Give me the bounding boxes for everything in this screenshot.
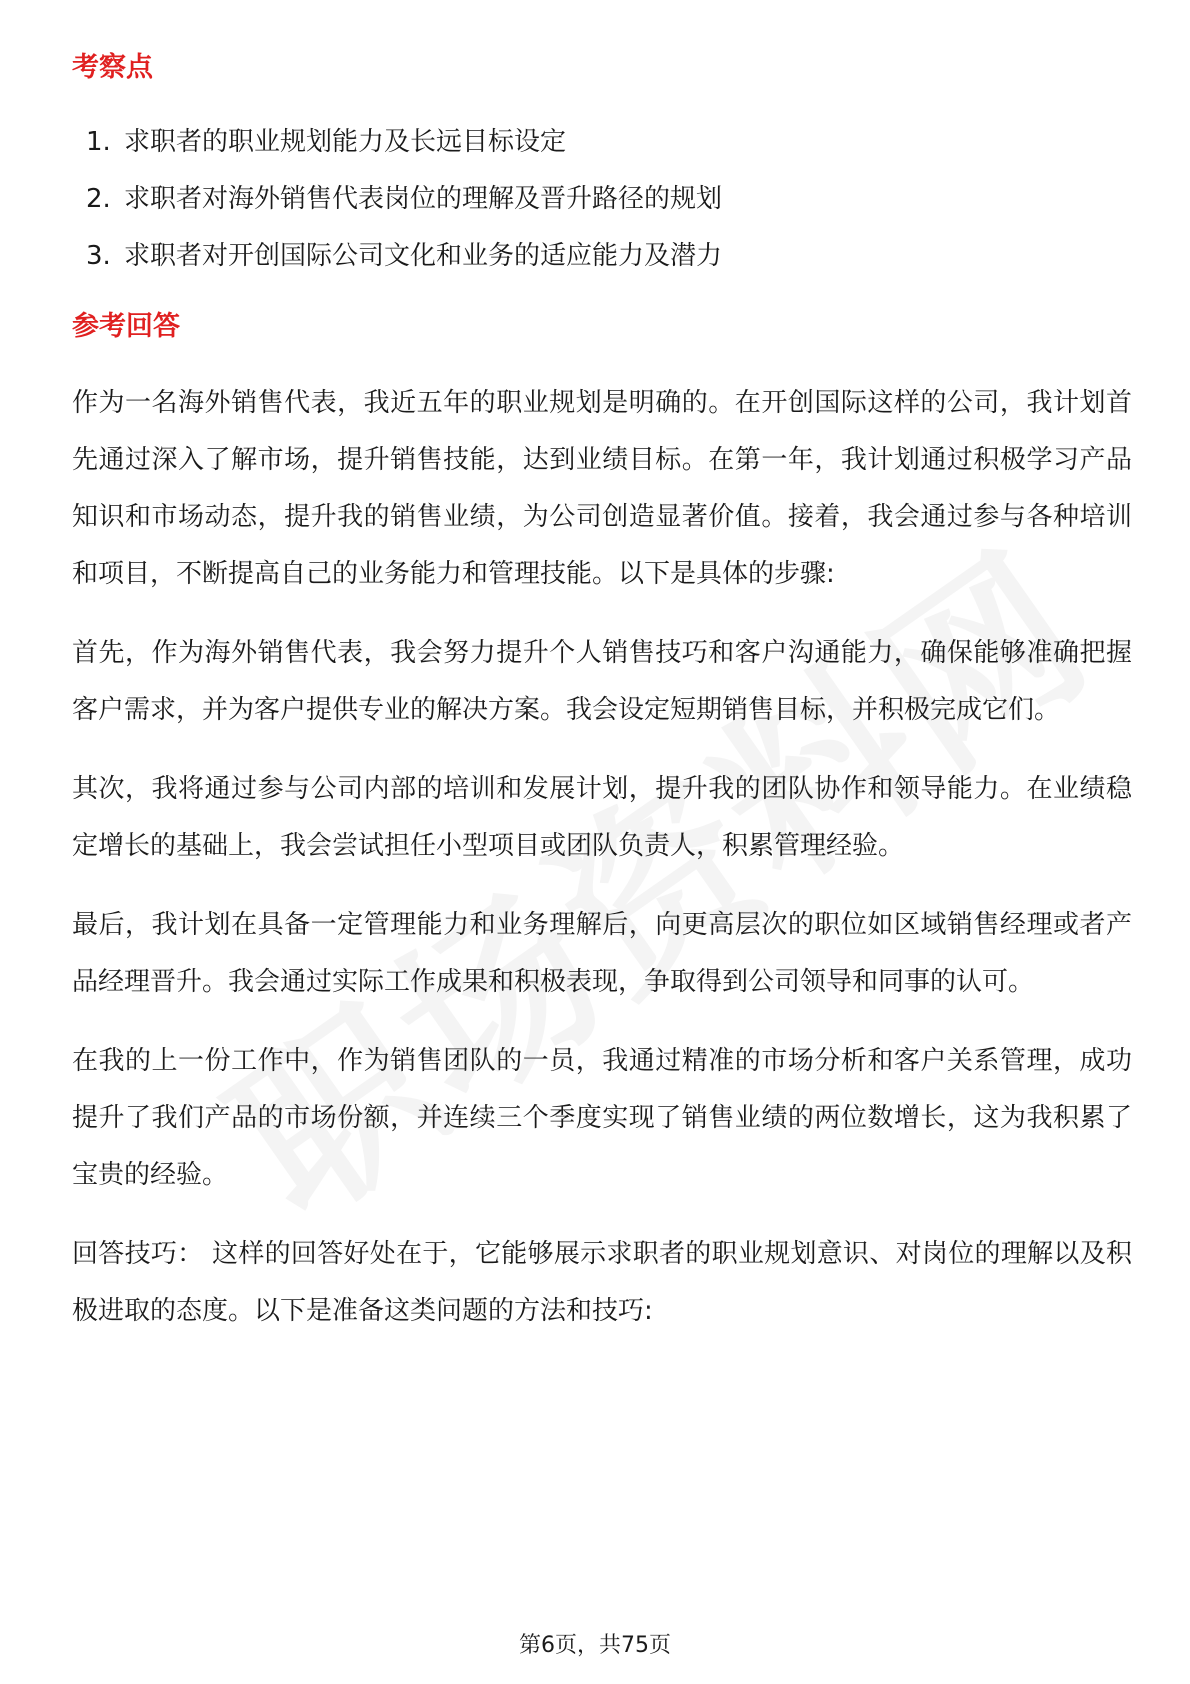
points-list [72,114,1132,285]
list-item [86,228,1132,285]
list-item-text: 求职者的职业规划能力及长远目标设定 [124,127,567,157]
document-content [72,48,1132,1340]
list-item [86,114,1132,171]
paragraph: 回答技巧： 这样的回答好处在于，它能够展示求职者的职业规划意识、对岗位的理解以及积极进取的态度。以下是准备这类问题的方法和技巧: [72,1239,1132,1326]
list-item-number: 2. [86,184,111,214]
list-item [86,171,1132,228]
points-section-title: 考察点 [72,52,153,83]
list-item-text: 求职者对海外销售代表岗位的理解及晋升路径的规划 [124,184,723,214]
paragraph: 首先，作为海外销售代表，我会努力提升个人销售技巧和客户沟通能力，确保能够准确把握客户需求，并为客户提供专业的解决方案。我会设定短期销售目标，并积极完成它们。 [72,638,1132,725]
paragraph: 最后，我计划在具备一定管理能力和业务理解后，向更高层次的职位如区域销售经理或者产品经理晋升。我会通过实际工作成果和积极表现，争取得到公司领导和同事的认可。 [72,910,1132,997]
page-number: 第6页，共75页 [519,1633,671,1658]
paragraph: 作为一名海外销售代表，我近五年的职业规划是明确的。在开创国际这样的公司，我计划首先通过深入了解市场，提升销售技能，达到业绩目标。在第一年，我计划通过积极学习产品知识和市场动态，提升我的销售业绩，为公司创造显著价值。接着，我会通过参与各种培训和项目，不断提高自己的业务能力和管理技能。以下是具体的步骤: [72,388,1132,589]
list-item-text: 求职者对开创国际公司文化和业务的适应能力及潜力 [124,241,723,271]
answer-section-title: 参考回答 [72,311,180,342]
list-item-number: 3. [86,241,111,271]
paragraph: 其次，我将通过参与公司内部的培训和发展计划，提升我的团队协作和领导能力。在业绩稳定增长的基础上，我会尝试担任小型项目或团队负责人，积累管理经验。 [72,774,1132,861]
paragraph: 在我的上一份工作中，作为销售团队的一员，我通过精准的市场分析和客户关系管理，成功提升了我们产品的市场份额，并连续三个季度实现了销售业绩的两位数增长，这为我积累了宝贵的经验。 [72,1046,1132,1190]
list-item-number: 1. [86,127,111,157]
